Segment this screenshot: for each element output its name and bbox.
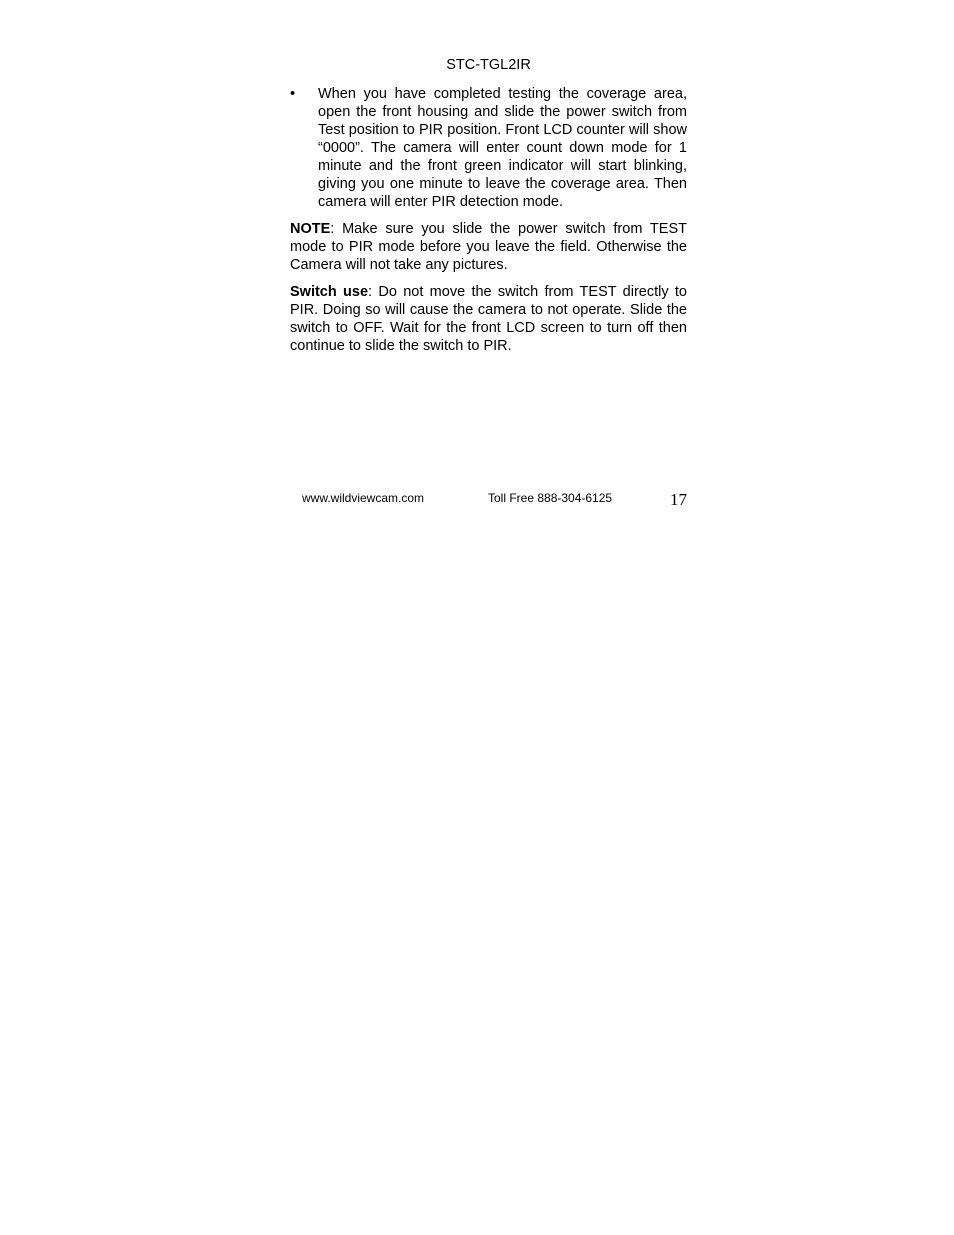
note-paragraph xyxy=(290,220,687,274)
bullet-icon: • xyxy=(290,86,296,102)
bullet-text: When you have completed testing the coverage area, open the front housing and slide the power switch from Test position to PIR position. Front LCD counter will show “0000”. The camera will enter count down mode for 1 minute and the front green indicator will start blinking, giving you one minute to leave the coverage area. Then camera will enter PIR detection mode. xyxy=(318,86,687,210)
footer-phone: Toll Free 888-304-6125 xyxy=(488,491,613,505)
note-text: : Make sure you slide the power switch from TEST mode to PIR mode before you leave the field. Otherwise the Camera will not take any pictures. xyxy=(290,221,687,273)
bullet-item xyxy=(290,85,687,211)
page-footer xyxy=(290,488,687,512)
switch-use-label: Switch use xyxy=(290,284,369,300)
switch-use-paragraph xyxy=(290,283,687,355)
page-content xyxy=(290,85,687,364)
switch-use-text: : Do not move the switch from TEST directly to PIR. Doing so will cause the camera to not operate. Slide the switch to OFF. Wait for the front LCD screen to turn off then continue to slide the switch to PIR. xyxy=(290,284,687,354)
footer-website-link[interactable]: www.wildviewcam.com xyxy=(302,491,425,505)
note-label: NOTE xyxy=(290,221,331,237)
page-number: 17 xyxy=(670,490,687,509)
page-header-model: STC-TGL2IR xyxy=(446,57,531,73)
